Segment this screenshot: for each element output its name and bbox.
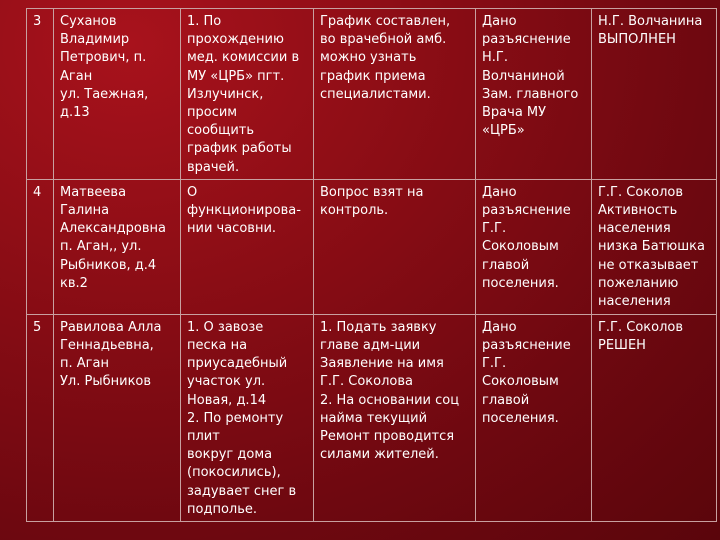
response-cell: График составлен, во врачебной амб. можно узнать график приема специалистами. xyxy=(314,9,476,180)
explanation-cell: Дано разъяснение Г.Г. Соколовым главой поселения. xyxy=(476,314,592,521)
table-row xyxy=(27,179,717,314)
status-cell: Н.Г. Волчанина ВЫПОЛНЕН xyxy=(592,9,717,180)
row-number: 5 xyxy=(27,314,54,521)
request-cell: 1. По прохождению мед. комиссии в МУ «ЦРБ» пгт. Излучинск, просим сообщить график работы врачей. xyxy=(181,9,314,180)
appeals-table xyxy=(26,8,717,522)
explanation-cell: Дано разъяснение Н.Г. Волчаниной Зам. главного Врача МУ «ЦРБ» xyxy=(476,9,592,180)
applicant-cell: Суханов Владимир Петрович, п. Аган ул. Таежная, д.13 xyxy=(54,9,181,180)
explanation-cell: Дано разъяснение Г.Г. Соколовым главой поселения. xyxy=(476,179,592,314)
applicant-cell: Матвеева Галина Александровна п. Аган,, ул. Рыбников, д.4 кв.2 xyxy=(54,179,181,314)
table-row xyxy=(27,314,717,521)
appeals-table-container xyxy=(26,8,716,522)
table-row xyxy=(27,9,717,180)
response-cell: Вопрос взят на контроль. xyxy=(314,179,476,314)
row-number: 3 xyxy=(27,9,54,180)
row-number: 4 xyxy=(27,179,54,314)
response-cell: 1. Подать заявку главе адм-ции Заявление на имя Г.Г. Соколова 2. На основании соц найма текущий Ремонт проводится силами жителей. xyxy=(314,314,476,521)
status-cell: Г.Г. Соколов Активность населения низка Батюшка не отказывает пожеланию населения xyxy=(592,179,717,314)
request-cell: 1. О завозе песка на приусадебный участок ул. Новая, д.14 2. По ремонту плит вокруг дома (покосились), задувает снег в подполье. xyxy=(181,314,314,521)
applicant-cell: Равилова Алла Геннадьевна, п. Аган Ул. Рыбников xyxy=(54,314,181,521)
status-cell: Г.Г. Соколов РЕШЕН xyxy=(592,314,717,521)
request-cell: О функционирова- нии часовни. xyxy=(181,179,314,314)
